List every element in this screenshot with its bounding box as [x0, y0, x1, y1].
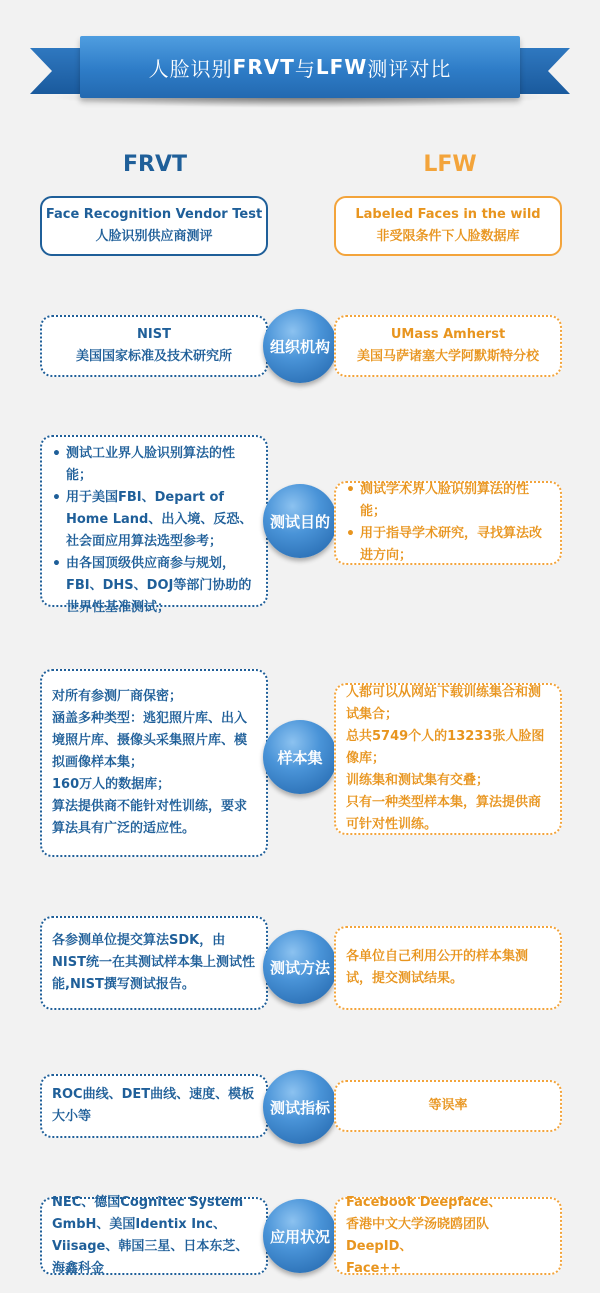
title-lfw: LFW [315, 55, 368, 79]
frvt-fullname: Face Recognition Vendor Test [45, 207, 263, 222]
method-lfw-text: 各单位自己利用公开的样本集测试，提交测试结果。 [346, 949, 529, 986]
method-lfw-box [334, 926, 562, 1010]
sample-frvt-line: 涵盖多种类型：逃犯照片库、出入境照片库、摄像头采集照片库、模拟画像样本集； [52, 711, 248, 770]
row-label-test-metric: 测试指标 [263, 1070, 337, 1144]
sample-frvt-line: 算法提供商不能针对性训练，要求算法具有广泛的适应性。 [52, 799, 248, 836]
application-frvt-box [40, 1197, 268, 1275]
org-lfw-box [334, 315, 562, 377]
purpose-lfw-box [334, 481, 562, 565]
lfw-intro-box [334, 196, 562, 256]
purpose-frvt-box [40, 435, 268, 615]
sample-lfw-line: 总共5749个人的13233张人脸图像库； [346, 729, 545, 766]
metric-lfw-text: 等误率 [428, 1098, 468, 1113]
org-lfw-line-2: 美国马萨诸塞大学阿默斯特分校 [356, 349, 539, 364]
row-label-application: 应用状况 [263, 1199, 337, 1273]
method-frvt-box [40, 916, 268, 1010]
org-lfw-line-1: UMass Amherst [390, 327, 506, 342]
frvt-intro-box [40, 196, 268, 256]
org-frvt-box [40, 315, 268, 377]
application-lfw-box [334, 1197, 562, 1275]
method-frvt-text: 各参测单位提交算法SDK，由NIST统一在其测试样本集上测试性能,NIST撰写测试报告。 [52, 933, 255, 992]
sample-frvt-line: 160万人的数据库； [52, 777, 171, 792]
frvt-chinese-name: 人脸识别供应商测评 [95, 229, 213, 244]
lfw-fullname: Labeled Faces in the wild [355, 207, 541, 222]
metric-frvt-box [40, 1074, 268, 1138]
sample-lfw-line: 只有一种类型样本集，算法提供商可针对性训练。 [346, 795, 542, 832]
title-text-3: 测评对比 [367, 56, 452, 81]
title-text-1: 人脸识别 [148, 56, 233, 81]
sample-frvt-line: 对所有参测厂商保密； [52, 689, 183, 704]
purpose-frvt-item: • 由各国顶级供应商参与规划，FBI、DHS、DOJ等部门协助的世界性基准测试； [52, 553, 258, 619]
lfw-chinese-name: 非受限条件下人脸数据库 [376, 229, 520, 244]
application-lfw-line: Face++ [346, 1261, 402, 1276]
column-title-lfw: LFW [423, 152, 477, 177]
title-frvt: FRVT [232, 55, 295, 79]
application-lfw-line: Facebook Deepface、 [346, 1195, 502, 1210]
purpose-frvt-item: • 测试工业界人脸识别算法的性能； [52, 443, 258, 487]
sample-frvt-box [40, 669, 268, 857]
purpose-frvt-item: • 用于美国FBI、Depart of Home Land、出入境、反恐、社会面应用算法选型参考； [52, 487, 258, 553]
page-title [80, 36, 520, 98]
sample-lfw-box [334, 683, 562, 835]
sample-lfw-line: 训练集和测试集有交叠； [346, 773, 490, 788]
application-lfw-line: 香港中文大学汤晓鸥团队DeepID、 [346, 1217, 490, 1254]
row-label-sample-set: 样本集 [263, 720, 337, 794]
metric-frvt-text: ROC曲线、DET曲线、速度、模板大小等 [52, 1087, 255, 1124]
title-banner [0, 36, 600, 116]
application-frvt-text: NEC、德国Cognitec System GmbH、美国Identix Inc、Viisage、韩国三星、日本东芝、海鑫科金 [52, 1195, 249, 1276]
org-frvt-line-2: 美国国家标准及技术研究所 [75, 349, 232, 364]
purpose-lfw-item: • 用于指导学术研究，寻找算法改进方向； [346, 523, 552, 567]
column-title-frvt: FRVT [122, 152, 187, 177]
metric-lfw-box [334, 1080, 562, 1132]
purpose-lfw-item: • 测试学术界人脸识别算法的性能； [346, 479, 552, 523]
row-label-purpose: 测试目的 [263, 484, 337, 558]
sample-lfw-line: 人都可以从网站下载训练集合和测试集合； [346, 685, 542, 722]
row-label-test-method: 测试方法 [263, 930, 337, 1004]
title-text-2: 与 [294, 56, 316, 81]
row-label-organization: 组织机构 [263, 309, 337, 383]
org-frvt-line-1: NIST [137, 327, 171, 342]
